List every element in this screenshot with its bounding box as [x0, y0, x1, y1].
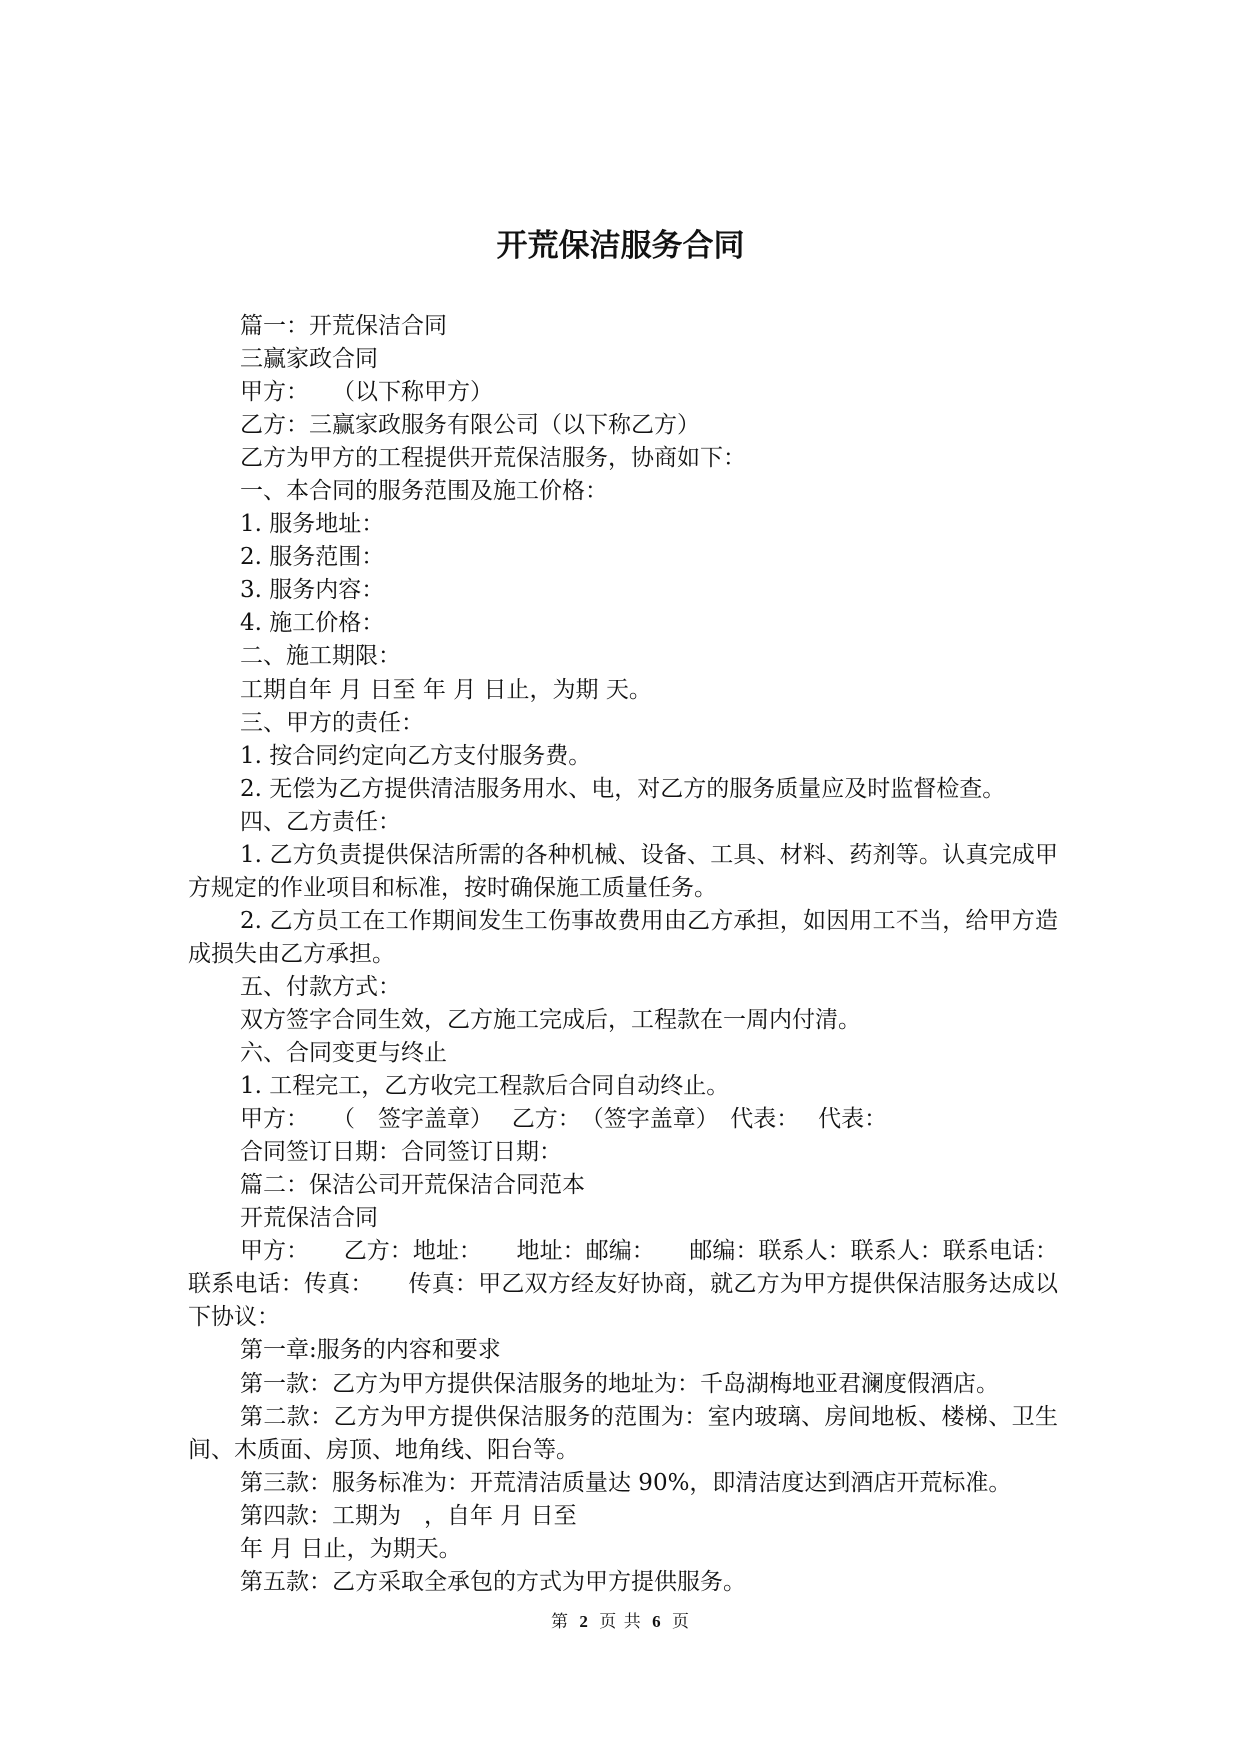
body-line: 乙方为甲方的工程提供开荒保洁服务，协商如下：	[240, 445, 746, 472]
body-line: 工期自年 月 日至 年 月 日止，为期 天。	[240, 676, 652, 703]
body-line: 篇二：保洁公司开荒保洁合同范本	[240, 1172, 585, 1199]
body-line: 第三款：服务标准为：开荒清洁质量达 90%，即清洁度达到酒店开荒标准。	[240, 1469, 1012, 1496]
body-line: 六、合同变更与终止	[240, 1040, 447, 1067]
page-footer	[0, 1610, 1241, 1634]
body-line: 开荒保洁合同	[240, 1205, 378, 1232]
body-line: 三、甲方的责任：	[240, 709, 424, 736]
body-line: 双方签字合同生效，乙方施工完成后，工程款在一周内付清。	[240, 1006, 861, 1033]
body-line: 五、付款方式：	[240, 973, 401, 1000]
body-line: 甲方： 乙方：地址： 地址：邮编： 邮编：联系人：联系人：联系电话：联系电话：传真： 传真：甲乙双方经友好协商，就乙方为甲方提供保洁服务达成以下协议：	[188, 1238, 1058, 1331]
body-line: 第一章:服务的内容和要求	[240, 1337, 501, 1364]
body-line: 第五款：乙方采取全承包的方式为甲方提供服务。	[240, 1568, 746, 1595]
body-line: 甲方： （ 签字盖章） 乙方： （签字盖章） 代表： 代表：	[240, 1106, 888, 1133]
body-line: 第一款：乙方为甲方提供保洁服务的地址为：千岛湖梅地亚君澜度假酒店。	[240, 1370, 999, 1397]
body-line: 2. 无偿为乙方提供清洁服务用水、电，对乙方的服务质量应及时监督检查。	[240, 775, 1006, 802]
footer-page-number: 2	[579, 1612, 589, 1631]
body-line: 第二款：乙方为甲方提供保洁服务的范围为：室内玻璃、房间地板、楼梯、卫生间、木质面、房顶、地角线、阳台等。	[188, 1403, 1058, 1463]
page-title: 开荒保洁服务合同	[496, 228, 745, 264]
body-line: 二、施工期限：	[240, 643, 401, 670]
body-line: 第四款：工期为 ，自年 月 日至	[240, 1502, 577, 1529]
body-line: 年 月 日止，为期天。	[240, 1535, 462, 1562]
body-line: 合同签订日期：合同签订日期：	[240, 1139, 562, 1166]
body-line: 四、乙方责任：	[240, 808, 401, 835]
footer-prefix: 第	[550, 1612, 569, 1632]
body-line: 篇一：开荒保洁合同	[240, 313, 447, 339]
body-line: 1. 服务地址：	[240, 511, 385, 538]
body-line: 3. 服务内容：	[240, 577, 385, 604]
body-line: 三赢家政合同	[240, 346, 378, 373]
body-line: 2. 乙方员工在工作期间发生工伤事故费用由乙方承担，如因用工不当，给甲方造成损失由乙方承担。	[188, 907, 1058, 967]
body-line: 1. 乙方负责提供保洁所需的各种机械、设备、工具、材料、药剂等。认真完成甲方规定的作业项目和标准，按时确保施工质量任务。	[188, 841, 1058, 901]
body-line: 甲方： （以下称甲方）	[240, 379, 493, 406]
body-line: 乙方：三赢家政服务有限公司（以下称乙方）	[240, 412, 700, 439]
body-line: 一、本合同的服务范围及施工价格：	[240, 478, 608, 505]
body-line: 4. 施工价格：	[240, 610, 385, 637]
footer-suffix: 页	[672, 1612, 691, 1632]
footer-middle: 页 共	[599, 1612, 642, 1632]
footer-total-pages: 6	[652, 1612, 662, 1631]
body-line: 1. 工程完工，乙方收完工程款后合同自动终止。	[240, 1073, 730, 1100]
body-line: 2. 服务范围：	[240, 544, 385, 571]
body-line: 1. 按合同约定向乙方支付服务费。	[240, 742, 592, 769]
document-body	[188, 310, 1058, 1599]
